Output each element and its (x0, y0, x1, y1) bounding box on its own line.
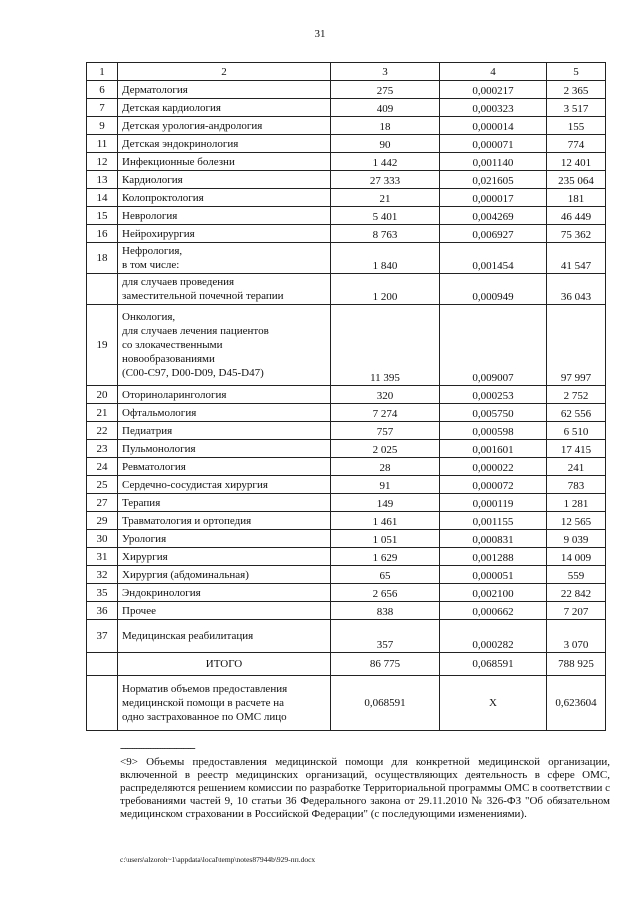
row-cost-cell: 12 401 (547, 153, 606, 171)
row-number-cell: 15 (87, 207, 118, 225)
row-number-cell: 13 (87, 171, 118, 189)
row-number-cell: 31 (87, 548, 118, 566)
row-name-cell: Прочее (118, 602, 331, 620)
row-name-cell: Терапия (118, 494, 331, 512)
row-rate-cell: 0,000253 (440, 386, 547, 404)
row-volume-cell: 21 (331, 189, 440, 207)
row-number-cell: 32 (87, 566, 118, 584)
row-cost-cell: 1 281 (547, 494, 606, 512)
row-name-cell: Детская урология-андрология (118, 117, 331, 135)
row-number-cell: 6 (87, 81, 118, 99)
row-volume-cell: 28 (331, 458, 440, 476)
row-name-cell: Колопроктология (118, 189, 331, 207)
row-cost-cell: 0,623604 (547, 676, 606, 731)
row-rate-cell: 0,000323 (440, 99, 547, 117)
row-number-cell: 9 (87, 117, 118, 135)
table-row (87, 189, 606, 207)
file-path: c:\users\alzoroh~1\appdata\local\temp\notes87944b\929-пп.docx (120, 855, 316, 864)
row-volume-cell: 320 (331, 386, 440, 404)
table-row (87, 153, 606, 171)
row-rate-cell: 0,001601 (440, 440, 547, 458)
page-number: 31 (314, 28, 326, 40)
table-row (87, 207, 606, 225)
row-name-cell: Детская кардиология (118, 99, 331, 117)
row-cost-cell: 17 415 (547, 440, 606, 458)
row-volume-cell: 357 (331, 620, 440, 653)
row-volume-cell: 2 656 (331, 584, 440, 602)
row-number-cell: 7 (87, 99, 118, 117)
row-rate-cell: 0,002100 (440, 584, 547, 602)
table-row (87, 404, 606, 422)
row-cost-cell: 36 043 (547, 274, 606, 305)
row-cost-cell: 2 365 (547, 81, 606, 99)
row-cost-cell: 7 207 (547, 602, 606, 620)
row-number-cell: 11 (87, 135, 118, 153)
row-number-cell: 23 (87, 440, 118, 458)
row-number-cell: 35 (87, 584, 118, 602)
row-cost-cell: 241 (547, 458, 606, 476)
row-volume-cell: 18 (331, 117, 440, 135)
row-rate-cell: 0,021605 (440, 171, 547, 189)
row-rate-cell: 0,068591 (440, 653, 547, 676)
row-cost-cell: 12 565 (547, 512, 606, 530)
table-row (87, 458, 606, 476)
row-number-cell (87, 274, 118, 305)
row-volume-cell: 1 840 (331, 243, 440, 274)
table-header-row (87, 63, 606, 81)
row-number-cell: 37 (87, 620, 118, 653)
table-row (87, 171, 606, 189)
row-number-cell: 25 (87, 476, 118, 494)
row-cost-cell: 62 556 (547, 404, 606, 422)
table-row (87, 81, 606, 99)
row-name-cell: Урология (118, 530, 331, 548)
row-volume-cell: 91 (331, 476, 440, 494)
row-name-cell: Эндокринология (118, 584, 331, 602)
header-cell: 2 (118, 63, 331, 81)
row-cost-cell: 2 752 (547, 386, 606, 404)
table-row (87, 440, 606, 458)
row-name-cell: Офтальмология (118, 404, 331, 422)
row-number-cell: 12 (87, 153, 118, 171)
header-cell: 5 (547, 63, 606, 81)
table-row (87, 422, 606, 440)
row-name-cell: Норматив объемов предоставления медицинской помощи в расчете на одно застрахованное по ОМС лицо (118, 676, 331, 731)
table-row (87, 274, 606, 305)
row-rate-cell: 0,000831 (440, 530, 547, 548)
row-name-cell: для случаев проведения заместительной почечной терапии (118, 274, 331, 305)
row-volume-cell: 8 763 (331, 225, 440, 243)
row-rate-cell: 0,000662 (440, 602, 547, 620)
row-name-cell: Онкология, для случаев лечения пациентов со злокачественными новообразованиями (C00-C97, D00-D09, D45-D47) (118, 305, 331, 386)
volumes-table (86, 62, 606, 731)
row-volume-cell: 1 051 (331, 530, 440, 548)
row-rate-cell: 0,000598 (440, 422, 547, 440)
row-rate-cell: 0,000072 (440, 476, 547, 494)
row-volume-cell: 149 (331, 494, 440, 512)
row-cost-cell: 3 070 (547, 620, 606, 653)
row-number-cell: 30 (87, 530, 118, 548)
row-number-cell (87, 653, 118, 676)
row-cost-cell: 783 (547, 476, 606, 494)
row-name-cell: Хирургия (абдоминальная) (118, 566, 331, 584)
row-cost-cell: 235 064 (547, 171, 606, 189)
row-rate-cell: 0,001454 (440, 243, 547, 274)
row-cost-cell: 41 547 (547, 243, 606, 274)
table-row (87, 653, 606, 676)
row-name-cell: Пульмонология (118, 440, 331, 458)
table-row (87, 386, 606, 404)
table-row (87, 135, 606, 153)
table-row (87, 584, 606, 602)
row-number-cell: 14 (87, 189, 118, 207)
table-row (87, 566, 606, 584)
row-number-cell: 36 (87, 602, 118, 620)
footnote-text: <9> Объемы предоставления медицинской помощи для конкретной медицинской организации, включенной в реестр медицинских организаций, осуществляющих деятельность в сфере ОМС, распределяются решением комиссии по разработке Территориальной программы ОМС в соответствии с требованиями частей 9, 10 статьи 36 Федерального закона от 29.11.2010 № 326-ФЗ "Об обязательном медицинском страховании в Российской Федерации" (с последующими изменениями). (120, 756, 610, 820)
table-row (87, 530, 606, 548)
row-rate-cell: 0,001140 (440, 153, 547, 171)
row-cost-cell: 181 (547, 189, 606, 207)
row-rate-cell: 0,000217 (440, 81, 547, 99)
row-name-cell: Сердечно-сосудистая хирургия (118, 476, 331, 494)
row-number-cell (87, 676, 118, 731)
row-volume-cell: 409 (331, 99, 440, 117)
row-number-cell: 16 (87, 225, 118, 243)
row-name-cell: Хирургия (118, 548, 331, 566)
row-name-cell: Инфекционные болезни (118, 153, 331, 171)
row-name-cell: Нефрология, в том числе: (118, 243, 331, 274)
row-name-cell: Ревматология (118, 458, 331, 476)
row-number-cell: 19 (87, 305, 118, 386)
row-rate-cell: 0,000282 (440, 620, 547, 653)
table-row (87, 225, 606, 243)
row-name-cell: Оториноларингология (118, 386, 331, 404)
table-row (87, 99, 606, 117)
row-volume-cell: 275 (331, 81, 440, 99)
footnote-separator: -------------------------------- (120, 743, 195, 754)
table-row (87, 676, 606, 731)
row-rate-cell: 0,000022 (440, 458, 547, 476)
row-number-cell: 18 (87, 243, 118, 274)
row-rate-cell: 0,005750 (440, 404, 547, 422)
row-rate-cell: 0,004269 (440, 207, 547, 225)
row-volume-cell: 65 (331, 566, 440, 584)
table-body (87, 81, 606, 731)
row-volume-cell: 7 274 (331, 404, 440, 422)
row-name-cell: ИТОГО (118, 653, 331, 676)
row-volume-cell: 757 (331, 422, 440, 440)
row-rate-cell: 0,006927 (440, 225, 547, 243)
row-name-cell: Нейрохирургия (118, 225, 331, 243)
row-volume-cell: 90 (331, 135, 440, 153)
row-volume-cell: 2 025 (331, 440, 440, 458)
row-rate-cell: 0,000119 (440, 494, 547, 512)
row-name-cell: Дерматология (118, 81, 331, 99)
row-volume-cell: 86 775 (331, 653, 440, 676)
row-cost-cell: 14 009 (547, 548, 606, 566)
row-cost-cell: 22 842 (547, 584, 606, 602)
table-row (87, 476, 606, 494)
row-cost-cell: 559 (547, 566, 606, 584)
row-volume-cell: 0,068591 (331, 676, 440, 731)
table-row (87, 243, 606, 274)
table-row (87, 494, 606, 512)
row-name-cell: Педиатрия (118, 422, 331, 440)
row-cost-cell: 75 362 (547, 225, 606, 243)
row-number-cell: 24 (87, 458, 118, 476)
row-volume-cell: 11 395 (331, 305, 440, 386)
row-rate-cell: 0,000017 (440, 189, 547, 207)
row-name-cell: Кардиология (118, 171, 331, 189)
table-row (87, 548, 606, 566)
table-row (87, 620, 606, 653)
row-rate-cell: 0,000071 (440, 135, 547, 153)
row-volume-cell: 1 461 (331, 512, 440, 530)
row-cost-cell: 6 510 (547, 422, 606, 440)
table-row (87, 602, 606, 620)
row-name-cell: Детская эндокринология (118, 135, 331, 153)
table-row (87, 117, 606, 135)
row-cost-cell: 9 039 (547, 530, 606, 548)
row-name-cell: Неврология (118, 207, 331, 225)
row-cost-cell: 3 517 (547, 99, 606, 117)
row-volume-cell: 1 442 (331, 153, 440, 171)
row-rate-cell: 0,009007 (440, 305, 547, 386)
row-cost-cell: 46 449 (547, 207, 606, 225)
row-cost-cell: 788 925 (547, 653, 606, 676)
row-number-cell: 22 (87, 422, 118, 440)
row-name-cell: Медицинская реабилитация (118, 620, 331, 653)
row-number-cell: 27 (87, 494, 118, 512)
row-rate-cell: 0,000014 (440, 117, 547, 135)
row-volume-cell: 5 401 (331, 207, 440, 225)
header-cell: 3 (331, 63, 440, 81)
table-row (87, 305, 606, 386)
row-cost-cell: 774 (547, 135, 606, 153)
header-cell: 1 (87, 63, 118, 81)
row-cost-cell: 155 (547, 117, 606, 135)
row-rate-cell: 0,000949 (440, 274, 547, 305)
header-cell: 4 (440, 63, 547, 81)
row-number-cell: 21 (87, 404, 118, 422)
row-rate-cell: X (440, 676, 547, 731)
row-number-cell: 20 (87, 386, 118, 404)
table-row (87, 512, 606, 530)
row-volume-cell: 27 333 (331, 171, 440, 189)
row-cost-cell: 97 997 (547, 305, 606, 386)
row-volume-cell: 838 (331, 602, 440, 620)
row-number-cell: 29 (87, 512, 118, 530)
row-name-cell: Травматология и ортопедия (118, 512, 331, 530)
row-rate-cell: 0,000051 (440, 566, 547, 584)
row-volume-cell: 1 629 (331, 548, 440, 566)
row-volume-cell: 1 200 (331, 274, 440, 305)
row-rate-cell: 0,001288 (440, 548, 547, 566)
row-rate-cell: 0,001155 (440, 512, 547, 530)
